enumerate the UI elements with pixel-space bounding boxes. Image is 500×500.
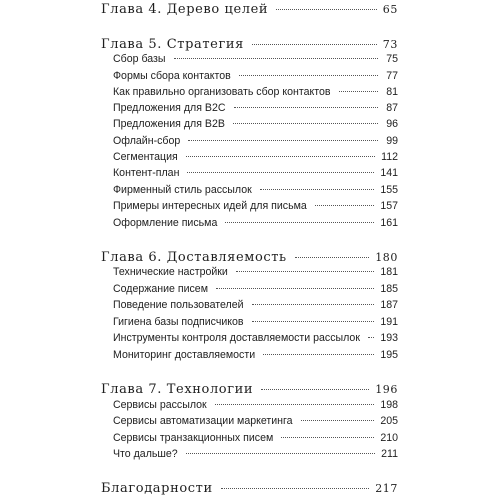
dot-leader [295, 257, 369, 258]
toc-item [113, 200, 398, 215]
toc-item [113, 53, 398, 68]
item-title: Сервисы транзакционных писем [113, 432, 274, 444]
toc-item [113, 102, 398, 117]
dot-leader [261, 389, 369, 390]
dot-leader [252, 321, 375, 322]
chapter-title: Глава 6. Доставляемость [101, 250, 287, 265]
item-title: Предложения для B2B [113, 118, 225, 130]
dot-leader [221, 488, 369, 489]
dot-leader [301, 420, 375, 421]
item-title: Сервисы рассылок [113, 399, 207, 411]
toc-item [113, 332, 398, 347]
page-number: 181 [380, 266, 398, 278]
page-number: 75 [386, 53, 398, 65]
dot-leader [225, 222, 374, 223]
toc-item [113, 316, 398, 331]
page-number: 217 [375, 482, 398, 495]
page-number: 87 [386, 102, 398, 114]
page-number: 205 [380, 415, 398, 427]
dot-leader [174, 58, 378, 59]
dot-leader [216, 288, 374, 289]
item-title: Как правильно организовать сбор контактов [113, 86, 331, 98]
toc-item [113, 432, 398, 447]
item-title: Что дальше? [113, 448, 178, 460]
toc-item [113, 167, 398, 182]
toc-item [113, 399, 398, 414]
dot-leader [186, 453, 375, 454]
page-number: 196 [375, 383, 398, 396]
item-title: Мониторинг доставляемости [113, 349, 256, 361]
page-number: 141 [380, 167, 398, 179]
toc-chapter-7 [101, 382, 398, 400]
page-number: 211 [381, 448, 398, 460]
toc-item [113, 151, 398, 166]
item-title: Предложения для B2C [113, 102, 226, 114]
dot-leader [215, 404, 375, 405]
dot-leader [239, 75, 378, 76]
page-number: 65 [382, 3, 398, 16]
toc-item [113, 135, 398, 150]
dot-leader [263, 354, 374, 355]
chapter-title: Глава 4. Дерево целей [101, 2, 269, 17]
page-number: 112 [381, 151, 398, 163]
page-number: 210 [380, 432, 398, 444]
item-title: Гигиена базы подписчиков [113, 316, 244, 328]
page-number: 161 [380, 217, 398, 229]
item-title: Технические настройки [113, 266, 228, 278]
item-title: Поведение пользователей [113, 299, 244, 311]
dot-leader [236, 271, 374, 272]
dot-leader [339, 91, 379, 92]
item-title: Контент-план [113, 167, 180, 179]
toc-item [113, 184, 398, 199]
page-number: 73 [382, 38, 398, 51]
dot-leader [315, 205, 375, 206]
page-number: 155 [380, 184, 398, 196]
item-title: Офлайн-сбор [113, 135, 181, 147]
dot-leader [187, 172, 374, 173]
toc-item [113, 299, 398, 314]
item-title: Формы сбора контактов [113, 70, 231, 82]
item-title: Сегментация [113, 151, 178, 163]
item-title: Оформление письма [113, 217, 218, 229]
dot-leader [368, 337, 374, 338]
chapter-title: Глава 5. Стратегия [101, 37, 244, 52]
toc-item [113, 118, 398, 133]
page-number: 193 [380, 332, 398, 344]
dot-leader [281, 437, 374, 438]
toc-item [113, 86, 398, 101]
dot-leader [233, 123, 378, 124]
page-number: 185 [380, 283, 398, 295]
toc-item [113, 448, 398, 463]
item-title: Сбор базы [113, 53, 166, 65]
item-title: Примеры интересных идей для письма [113, 200, 307, 212]
dot-leader [260, 189, 375, 190]
toc-acknowledgements [101, 481, 398, 499]
page-number: 96 [386, 118, 398, 130]
toc-item [113, 266, 398, 281]
page-number: 191 [380, 316, 398, 328]
toc-item [113, 349, 398, 364]
item-title: Сервисы автоматизации маркетинга [113, 415, 293, 427]
page-number: 195 [380, 349, 398, 361]
dot-leader [252, 44, 377, 45]
dot-leader [252, 304, 375, 305]
toc-item [113, 217, 398, 232]
page-number: 99 [386, 135, 398, 147]
page-number: 180 [375, 251, 398, 264]
dot-leader [276, 9, 377, 10]
dot-leader [186, 156, 375, 157]
page-number: 198 [380, 399, 398, 411]
dot-leader [234, 107, 379, 108]
page-number: 81 [386, 86, 398, 98]
item-title: Фирменный стиль рассылок [113, 184, 252, 196]
toc-chapter-4 [101, 2, 398, 20]
item-title: Содержание писем [113, 283, 208, 295]
page-number: 157 [380, 200, 398, 212]
page-number: 187 [380, 299, 398, 311]
toc-item [113, 283, 398, 298]
chapter-title: Благодарности [101, 481, 213, 496]
chapter-title: Глава 7. Технологии [101, 382, 254, 397]
page-number: 77 [386, 70, 398, 82]
toc-item [113, 415, 398, 430]
toc-item [113, 70, 398, 85]
dot-leader [188, 140, 378, 141]
item-title: Инструменты контроля доставляемости рассылок [113, 332, 360, 344]
